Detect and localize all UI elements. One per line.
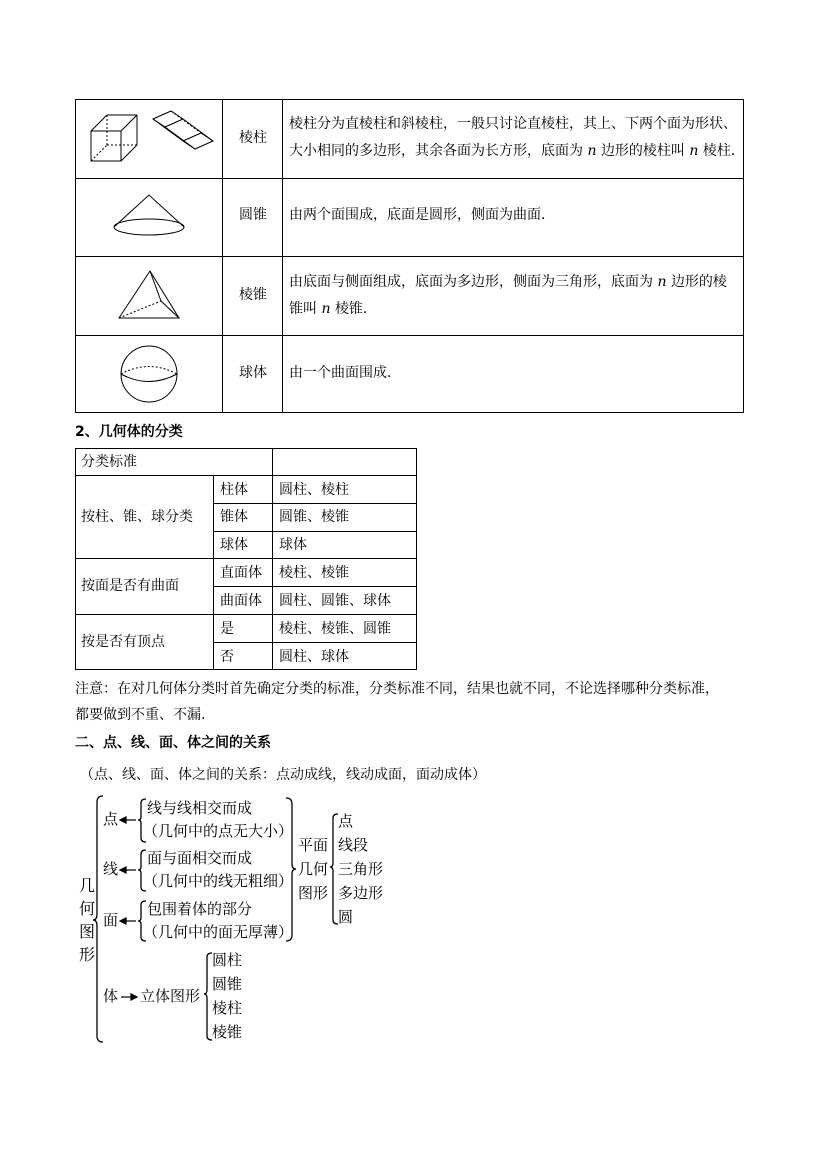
criterion-shape: 按柱、锥、球分类 — [81, 509, 193, 525]
root-label-char-4: 形 — [78, 945, 95, 964]
flat-label-2: 几何 — [298, 860, 329, 878]
solid-item-prism: 棱柱 — [212, 999, 243, 1017]
class-table-header: 分类标准 — [81, 454, 137, 470]
flat-item-segment: 线段 — [338, 836, 369, 854]
root-label-char-3: 图 — [78, 922, 95, 941]
type-flat: 直面体 — [220, 565, 262, 581]
node-solid: 体 — [103, 987, 119, 1005]
pyramid-desc-line2: 锥叫 n 棱锥． — [289, 301, 377, 317]
note-line-2: 都要做到不重、不漏. — [75, 707, 206, 723]
line-desc-2: （几何中的线无粗细） — [143, 872, 294, 890]
prism-desc-line2: 大小相同的多边形，其余各面为长方形，底面为 n 边形的棱柱叫 n 棱柱． — [289, 143, 745, 159]
node-line: 线 — [103, 860, 119, 878]
items-sphere: 球体 — [279, 537, 307, 553]
plane-desc-2: （几何中的面无厚薄） — [143, 923, 294, 941]
line-desc-1: 面与面相交而成 — [147, 849, 253, 867]
type-no-vertex: 否 — [220, 649, 234, 665]
items-flat: 棱柱、棱锥 — [279, 565, 349, 581]
type-curved: 曲面体 — [220, 593, 262, 609]
section-2-title: 2、几何体的分类 — [75, 424, 183, 440]
shape-name-cone: 圆锥 — [239, 207, 267, 223]
shape-name-prism: 棱柱 — [239, 130, 267, 146]
root-label-char-1: 几 — [78, 876, 95, 895]
point-desc-2: （几何中的点无大小） — [143, 822, 294, 840]
point-desc-1: 线与线相交而成 — [147, 799, 253, 817]
solid-item-cylinder: 圆柱 — [212, 951, 243, 969]
flat-label-3: 图形 — [298, 884, 329, 902]
solid-item-cone: 圆锥 — [212, 975, 243, 993]
shape-name-sphere: 球体 — [239, 365, 267, 381]
sphere-desc: 由一个曲面围成． — [289, 365, 401, 381]
shape-name-pyramid: 棱锥 — [239, 287, 267, 303]
flat-item-point: 点 — [338, 812, 354, 830]
node-plane: 面 — [103, 911, 119, 929]
type-has-vertex: 是 — [220, 621, 234, 637]
criterion-vertex: 按是否有顶点 — [81, 634, 165, 650]
solid-item-pyramid: 棱锥 — [212, 1023, 243, 1041]
criterion-curved: 按面是否有曲面 — [81, 578, 179, 594]
flat-label-1: 平面 — [298, 836, 329, 854]
solid-label: 立体图形 — [140, 987, 201, 1005]
cone-desc: 由两个面围成，底面是圆形，侧面为曲面． — [289, 207, 555, 223]
flat-item-polygon: 多边形 — [338, 884, 384, 902]
flat-item-circle: 圆 — [338, 908, 354, 926]
right-arrow-icon — [121, 994, 137, 1000]
note-line-1: 注意：在对几何体分类时首先确定分类的标准，分类标准不同，结果也就不同，不论选择哪种分类标准， — [75, 681, 719, 697]
section-3-subtitle: （点、线、面、体之间的关系：点动成线，线动成面，面动成体） — [80, 767, 486, 783]
items-has-vertex: 棱柱、棱锥、圆锥 — [279, 621, 391, 637]
node-point: 点 — [103, 810, 119, 828]
plane-desc-1: 包围着体的部分 — [147, 900, 253, 918]
items-curved: 圆柱、圆锥、球体 — [279, 593, 391, 609]
left-arrow-icon — [120, 817, 136, 924]
items-no-vertex: 圆柱、球体 — [279, 649, 349, 665]
section-3-title: 二、点、线、面、体之间的关系 — [75, 735, 271, 751]
items-cylinder-like: 圆柱、棱柱 — [279, 482, 349, 498]
type-cone-like: 锥体 — [220, 509, 248, 525]
flat-item-triangle: 三角形 — [338, 860, 384, 878]
pyramid-desc-line1: 由底面与侧面组成，底面为多边形，侧面为三角形，底面为 n 边形的棱 — [289, 274, 727, 290]
type-cylinder-like: 柱体 — [220, 482, 248, 498]
root-label-char-2: 何 — [78, 899, 95, 918]
items-cone-like: 圆锥、棱锥 — [279, 509, 349, 525]
prism-desc-line1: 棱柱分为直棱柱和斜棱柱，一般只讨论直棱柱，其上、下两个面为形状、 — [289, 116, 737, 132]
type-sphere: 球体 — [220, 537, 248, 553]
